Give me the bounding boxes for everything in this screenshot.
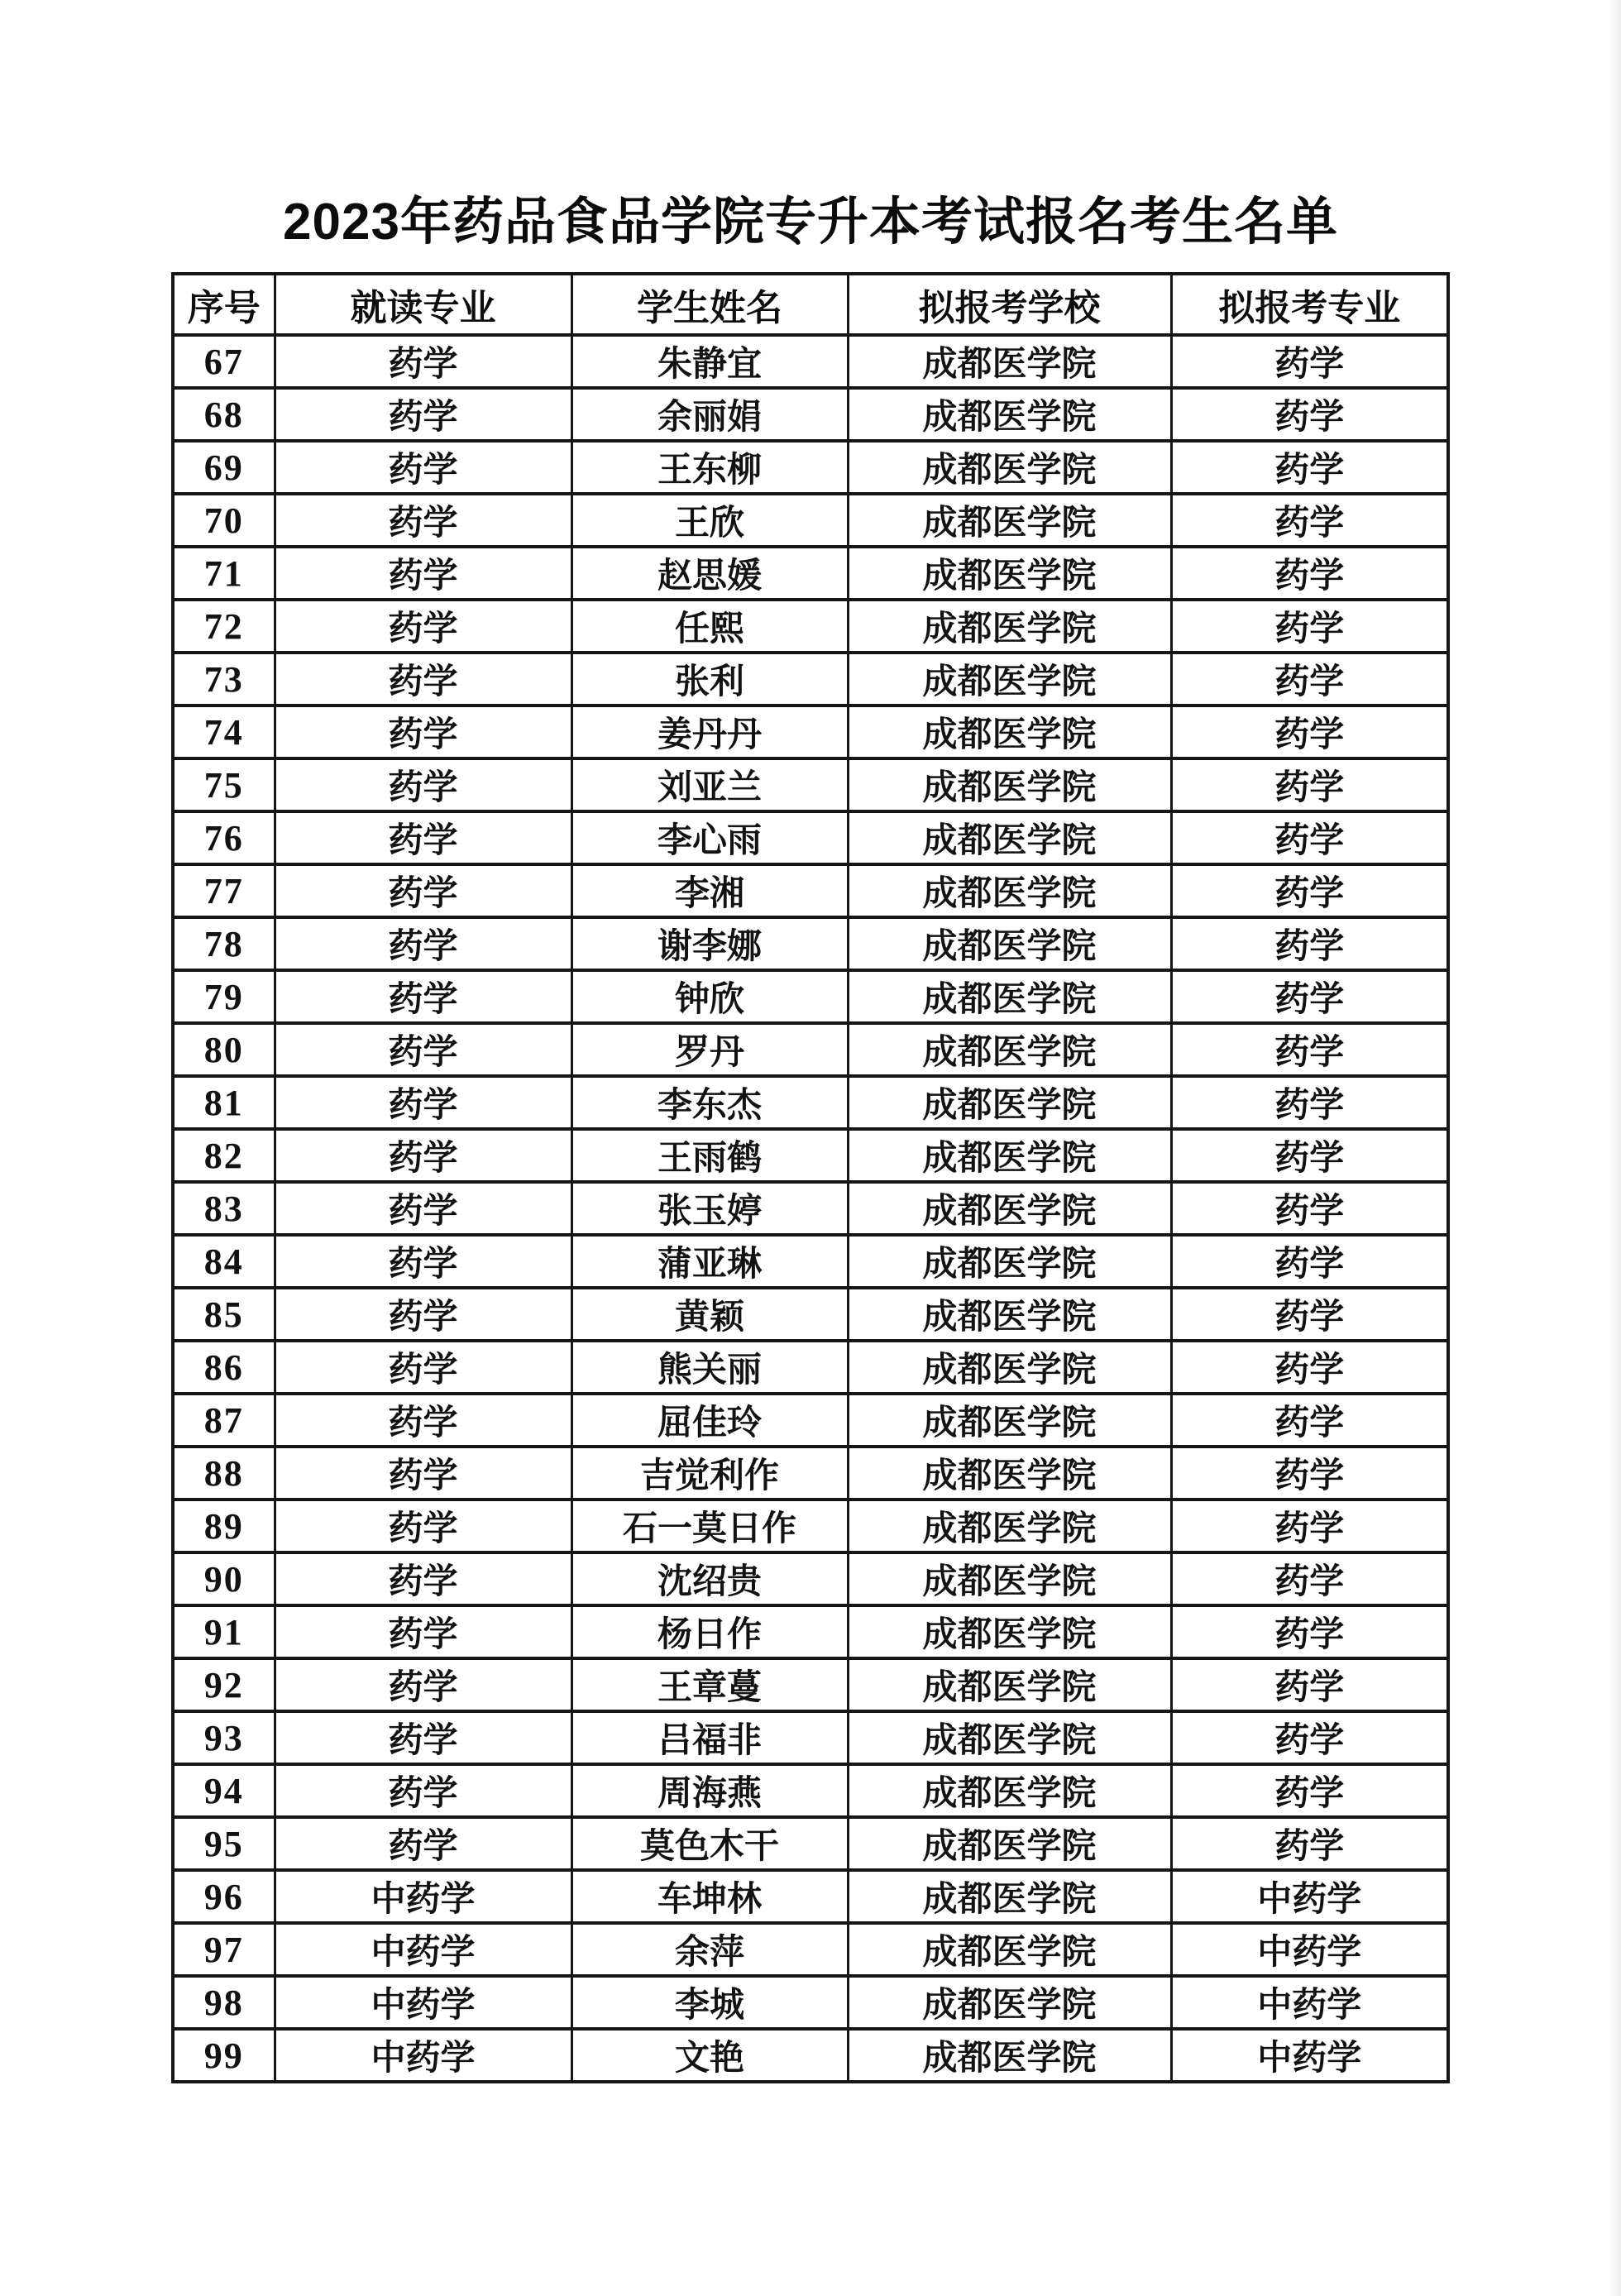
- table-row: [173, 1605, 1448, 1658]
- cell-target-school: 成都医学院: [848, 1235, 1171, 1288]
- cell-seq: 76: [173, 811, 275, 864]
- table-row: [173, 441, 1448, 494]
- table-row: [173, 1817, 1448, 1870]
- cell-current-major: 中药学: [275, 2029, 571, 2082]
- cell-target-major: 药学: [1171, 1394, 1448, 1447]
- table-row: [173, 811, 1448, 864]
- cell-current-major: 药学: [275, 864, 571, 917]
- cell-target-school: 成都医学院: [848, 388, 1171, 441]
- table-row: [173, 335, 1448, 388]
- cell-student-name: 沈绍贵: [571, 1552, 848, 1605]
- cell-target-school: 成都医学院: [848, 758, 1171, 811]
- cell-current-major: 药学: [275, 917, 571, 970]
- cell-student-name: 余萍: [571, 1923, 848, 1976]
- column-header: 学生姓名: [571, 274, 848, 335]
- cell-seq: 70: [173, 494, 275, 547]
- cell-seq: 84: [173, 1235, 275, 1288]
- table-row: [173, 1870, 1448, 1923]
- cell-student-name: 张玉婷: [571, 1182, 848, 1235]
- cell-current-major: 药学: [275, 758, 571, 811]
- cell-target-major: 药学: [1171, 758, 1448, 811]
- cell-student-name: 李湘: [571, 864, 848, 917]
- cell-target-major: 药学: [1171, 1711, 1448, 1764]
- cell-student-name: 吕福非: [571, 1711, 848, 1764]
- cell-student-name: 李东杰: [571, 1076, 848, 1129]
- cell-current-major: 药学: [275, 1288, 571, 1341]
- table-row: [173, 1658, 1448, 1711]
- cell-seq: 92: [173, 1658, 275, 1711]
- cell-seq: 98: [173, 1976, 275, 2029]
- cell-target-major: 药学: [1171, 335, 1448, 388]
- cell-target-major: 药学: [1171, 1129, 1448, 1182]
- table-row: [173, 706, 1448, 758]
- cell-seq: 82: [173, 1129, 275, 1182]
- cell-seq: 94: [173, 1764, 275, 1817]
- table-row: [173, 1394, 1448, 1447]
- cell-target-major: 中药学: [1171, 1870, 1448, 1923]
- cell-target-school: 成都医学院: [848, 441, 1171, 494]
- cell-seq: 74: [173, 706, 275, 758]
- cell-target-major: 药学: [1171, 494, 1448, 547]
- table-header: [173, 274, 1448, 335]
- cell-seq: 75: [173, 758, 275, 811]
- cell-target-major: 药学: [1171, 1076, 1448, 1129]
- cell-seq: 93: [173, 1711, 275, 1764]
- cell-target-school: 成都医学院: [848, 1500, 1171, 1552]
- table-row: [173, 1129, 1448, 1182]
- cell-student-name: 朱静宜: [571, 335, 848, 388]
- cell-target-major: 药学: [1171, 1235, 1448, 1288]
- cell-current-major: 药学: [275, 441, 571, 494]
- cell-target-major: 药学: [1171, 1447, 1448, 1500]
- cell-current-major: 药学: [275, 1182, 571, 1235]
- cell-student-name: 张利: [571, 653, 848, 706]
- cell-target-major: 药学: [1171, 441, 1448, 494]
- cell-seq: 85: [173, 1288, 275, 1341]
- table-row: [173, 1500, 1448, 1552]
- cell-student-name: 罗丹: [571, 1023, 848, 1076]
- cell-current-major: 药学: [275, 547, 571, 600]
- cell-seq: 80: [173, 1023, 275, 1076]
- cell-target-school: 成都医学院: [848, 1870, 1171, 1923]
- cell-seq: 86: [173, 1341, 275, 1394]
- cell-seq: 79: [173, 970, 275, 1023]
- cell-target-school: 成都医学院: [848, 706, 1171, 758]
- cell-target-school: 成都医学院: [848, 1394, 1171, 1447]
- cell-target-school: 成都医学院: [848, 600, 1171, 653]
- cell-target-school: 成都医学院: [848, 1182, 1171, 1235]
- cell-current-major: 药学: [275, 970, 571, 1023]
- cell-target-school: 成都医学院: [848, 653, 1171, 706]
- cell-student-name: 石一莫日作: [571, 1500, 848, 1552]
- table-row: [173, 1764, 1448, 1817]
- cell-current-major: 药学: [275, 600, 571, 653]
- cell-current-major: 药学: [275, 388, 571, 441]
- table-row: [173, 970, 1448, 1023]
- cell-student-name: 莫色木干: [571, 1817, 848, 1870]
- cell-seq: 71: [173, 547, 275, 600]
- cell-seq: 67: [173, 335, 275, 388]
- cell-current-major: 药学: [275, 1711, 571, 1764]
- cell-target-school: 成都医学院: [848, 494, 1171, 547]
- cell-seq: 72: [173, 600, 275, 653]
- cell-target-major: 药学: [1171, 1023, 1448, 1076]
- cell-seq: 87: [173, 1394, 275, 1447]
- table-row: [173, 653, 1448, 706]
- table-row: [173, 1711, 1448, 1764]
- cell-target-school: 成都医学院: [848, 811, 1171, 864]
- cell-target-school: 成都医学院: [848, 335, 1171, 388]
- cell-target-major: 药学: [1171, 706, 1448, 758]
- candidates-table: [171, 272, 1450, 2083]
- cell-seq: 83: [173, 1182, 275, 1235]
- cell-student-name: 蒲亚琳: [571, 1235, 848, 1288]
- cell-target-major: 药学: [1171, 1341, 1448, 1394]
- table-row: [173, 494, 1448, 547]
- cell-student-name: 熊关丽: [571, 1341, 848, 1394]
- cell-seq: 69: [173, 441, 275, 494]
- cell-seq: 88: [173, 1447, 275, 1500]
- column-header: 拟报考专业: [1171, 274, 1448, 335]
- cell-student-name: 王欣: [571, 494, 848, 547]
- cell-current-major: 药学: [275, 653, 571, 706]
- cell-seq: 81: [173, 1076, 275, 1129]
- table-row: [173, 1023, 1448, 1076]
- cell-target-major: 中药学: [1171, 2029, 1448, 2082]
- cell-target-major: 药学: [1171, 600, 1448, 653]
- cell-target-major: 药学: [1171, 1288, 1448, 1341]
- table-row: [173, 758, 1448, 811]
- header-row: [173, 274, 1448, 335]
- cell-student-name: 任熙: [571, 600, 848, 653]
- cell-target-major: 药学: [1171, 653, 1448, 706]
- cell-student-name: 谢李娜: [571, 917, 848, 970]
- cell-student-name: 李心雨: [571, 811, 848, 864]
- cell-target-school: 成都医学院: [848, 1288, 1171, 1341]
- cell-student-name: 赵思媛: [571, 547, 848, 600]
- cell-target-school: 成都医学院: [848, 1976, 1171, 2029]
- cell-current-major: 中药学: [275, 1923, 571, 1976]
- column-header: 拟报考学校: [848, 274, 1171, 335]
- cell-student-name: 黄颖: [571, 1288, 848, 1341]
- cell-student-name: 姜丹丹: [571, 706, 848, 758]
- cell-seq: 96: [173, 1870, 275, 1923]
- cell-student-name: 王章蔓: [571, 1658, 848, 1711]
- cell-student-name: 文艳: [571, 2029, 848, 2082]
- cell-seq: 97: [173, 1923, 275, 1976]
- cell-target-major: 药学: [1171, 1658, 1448, 1711]
- table-row: [173, 1447, 1448, 1500]
- cell-target-school: 成都医学院: [848, 970, 1171, 1023]
- table-row: [173, 600, 1448, 653]
- cell-current-major: 药学: [275, 1500, 571, 1552]
- column-header: 就读专业: [275, 274, 571, 335]
- cell-target-school: 成都医学院: [848, 1658, 1171, 1711]
- cell-target-school: 成都医学院: [848, 1447, 1171, 1500]
- cell-student-name: 周海燕: [571, 1764, 848, 1817]
- cell-target-major: 中药学: [1171, 1923, 1448, 1976]
- cell-current-major: 药学: [275, 335, 571, 388]
- table-row: [173, 864, 1448, 917]
- cell-target-major: 中药学: [1171, 1976, 1448, 2029]
- cell-seq: 89: [173, 1500, 275, 1552]
- table-row: [173, 1182, 1448, 1235]
- cell-target-major: 药学: [1171, 811, 1448, 864]
- cell-target-school: 成都医学院: [848, 547, 1171, 600]
- cell-seq: 90: [173, 1552, 275, 1605]
- cell-target-school: 成都医学院: [848, 1764, 1171, 1817]
- cell-current-major: 药学: [275, 1076, 571, 1129]
- cell-target-school: 成都医学院: [848, 1817, 1171, 1870]
- cell-target-school: 成都医学院: [848, 1023, 1171, 1076]
- cell-current-major: 药学: [275, 1235, 571, 1288]
- cell-target-school: 成都医学院: [848, 1923, 1171, 1976]
- cell-target-school: 成都医学院: [848, 1552, 1171, 1605]
- table-row: [173, 1552, 1448, 1605]
- page-title: 2023年药品食品学院专升本考试报名考生名单: [283, 194, 1338, 251]
- cell-seq: 73: [173, 653, 275, 706]
- table-row: [173, 917, 1448, 970]
- cell-current-major: 药学: [275, 1764, 571, 1817]
- cell-student-name: 余丽娟: [571, 388, 848, 441]
- cell-current-major: 药学: [275, 1341, 571, 1394]
- cell-seq: 95: [173, 1817, 275, 1870]
- cell-target-major: 药学: [1171, 547, 1448, 600]
- table-row: [173, 1076, 1448, 1129]
- table-row: [173, 1923, 1448, 1976]
- table-row: [173, 1976, 1448, 2029]
- table-row: [173, 1341, 1448, 1394]
- cell-current-major: 中药学: [275, 1976, 571, 2029]
- cell-current-major: 药学: [275, 1023, 571, 1076]
- cell-current-major: 中药学: [275, 1870, 571, 1923]
- cell-current-major: 药学: [275, 706, 571, 758]
- cell-target-major: 药学: [1171, 1817, 1448, 1870]
- table-row: [173, 1288, 1448, 1341]
- cell-seq: 78: [173, 917, 275, 970]
- cell-seq: 99: [173, 2029, 275, 2082]
- cell-target-major: 药学: [1171, 970, 1448, 1023]
- cell-target-school: 成都医学院: [848, 1076, 1171, 1129]
- cell-seq: 77: [173, 864, 275, 917]
- cell-student-name: 屈佳玲: [571, 1394, 848, 1447]
- cell-student-name: 吉觉利作: [571, 1447, 848, 1500]
- table-row: [173, 547, 1448, 600]
- table-row: [173, 388, 1448, 441]
- cell-student-name: 王东柳: [571, 441, 848, 494]
- cell-student-name: 车坤林: [571, 1870, 848, 1923]
- cell-student-name: 王雨鹤: [571, 1129, 848, 1182]
- cell-current-major: 药学: [275, 1394, 571, 1447]
- cell-target-major: 药学: [1171, 1552, 1448, 1605]
- cell-current-major: 药学: [275, 1447, 571, 1500]
- cell-current-major: 药学: [275, 1817, 571, 1870]
- cell-target-school: 成都医学院: [848, 1711, 1171, 1764]
- cell-student-name: 李城: [571, 1976, 848, 2029]
- cell-target-school: 成都医学院: [848, 1129, 1171, 1182]
- column-header: 序号: [173, 274, 275, 335]
- table-row: [173, 1235, 1448, 1288]
- cell-current-major: 药学: [275, 811, 571, 864]
- cell-target-major: 药学: [1171, 1605, 1448, 1658]
- cell-student-name: 杨日作: [571, 1605, 848, 1658]
- cell-current-major: 药学: [275, 494, 571, 547]
- cell-seq: 91: [173, 1605, 275, 1658]
- table-row: [173, 2029, 1448, 2082]
- cell-student-name: 刘亚兰: [571, 758, 848, 811]
- cell-target-school: 成都医学院: [848, 2029, 1171, 2082]
- cell-current-major: 药学: [275, 1552, 571, 1605]
- cell-target-major: 药学: [1171, 1500, 1448, 1552]
- cell-target-school: 成都医学院: [848, 864, 1171, 917]
- cell-current-major: 药学: [275, 1658, 571, 1711]
- cell-target-major: 药学: [1171, 1764, 1448, 1817]
- cell-current-major: 药学: [275, 1605, 571, 1658]
- cell-target-major: 药学: [1171, 864, 1448, 917]
- cell-target-school: 成都医学院: [848, 1341, 1171, 1394]
- cell-target-major: 药学: [1171, 917, 1448, 970]
- cell-target-school: 成都医学院: [848, 917, 1171, 970]
- cell-target-major: 药学: [1171, 388, 1448, 441]
- cell-current-major: 药学: [275, 1129, 571, 1182]
- cell-target-major: 药学: [1171, 1182, 1448, 1235]
- table-body: [173, 335, 1448, 2082]
- cell-target-school: 成都医学院: [848, 1605, 1171, 1658]
- cell-seq: 68: [173, 388, 275, 441]
- cell-student-name: 钟欣: [571, 970, 848, 1023]
